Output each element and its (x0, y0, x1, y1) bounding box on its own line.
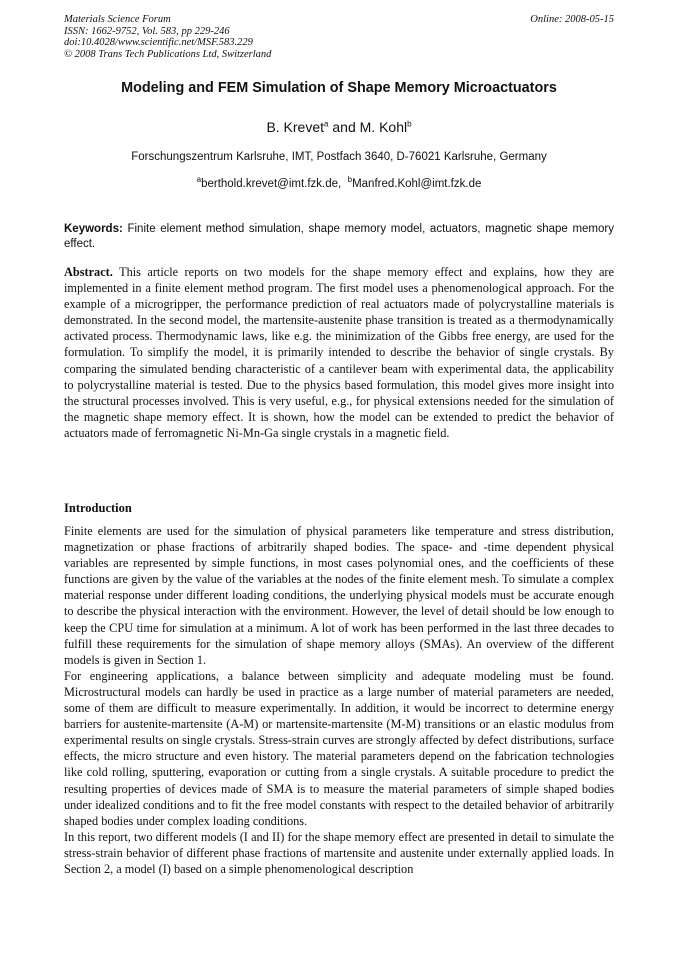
doi-line: doi:10.4028/www.scientific.net/MSF.583.229 (64, 37, 253, 49)
author-name: M. Kohl (359, 119, 408, 135)
author-name: B. Krevet (266, 119, 325, 135)
keywords-section (64, 222, 614, 251)
issn-line: ISSN: 1662-9752, Vol. 583, pp 229-246 (64, 25, 230, 37)
email-address: Manfred.Kohl@imt.fzk.de (352, 178, 482, 190)
paragraph: For engineering applications, a balance between simplicity and adequate modeling must be found. Microstructural models can hardly be used in practice as a large number of material parameters are needed, some of them are difficult to measure experimentally. In addition, it would be incorrect to determine energy barriers for austenite-martensite (A-M) or martensite-martensite (M-M) transitions or an elastic modulus from experimental results on single crystals. Stress-strain curves are strongly affected by defect distributions, surface effects, the micro structure and even history. The material parameters depend on the fabrication technologies like cold rolling, sputtering, evaporation or cutting from a single crystals. A suitable procedure to predict the resulting properties of devices made of SMA is to measure the material parameters of simple shaped bodies under idealized conditions and to fit the free model constants with respect to the detailed behavior of arbitrarily shaped bodies under complex loading conditions. (64, 668, 614, 828)
journal-name: Materials Science Forum (64, 14, 171, 25)
journal-citation-block (64, 14, 271, 60)
author-emails (64, 175, 614, 190)
author-connector: and (328, 119, 360, 135)
abstract-label: Abstract. (64, 265, 113, 279)
paragraph: In this report, two different models (I and II) for the shape memory effect are presented in detail to simulate the stress-strain behavior of different phase fractions of martensite and austenite under externally applied loads. In Section 2, a model (I) based on a simple phenomenological description (64, 829, 614, 876)
author-line (64, 119, 614, 135)
author-superscript: b (407, 119, 412, 129)
affiliation: Forschungszentrum Karlsruhe, IMT, Postfach 3640, D-76021 Karlsruhe, Germany (131, 151, 547, 163)
introduction-section (64, 523, 614, 877)
paper-title: Modeling and FEM Simulation of Shape Memory Microactuators (121, 80, 557, 96)
journal-header (64, 14, 614, 60)
keywords-label: Keywords: (64, 223, 123, 235)
online-date: Online: 2008-05-15 (530, 14, 614, 25)
abstract-section (64, 264, 614, 441)
section-heading: Introduction (64, 501, 132, 515)
keywords-text: Finite element method simulation, shape memory model, actuators, magnetic shape memory effect. (64, 223, 614, 250)
email-superscript: b (347, 175, 353, 185)
paragraph: Finite elements are used for the simulation of physical parameters like temperature and stress distribution, magnetization or phase fractions of arbitrarily shaped bodies. The space- and -time dependent physical variables are represented by simple functions, in most cases polynomial ones, and the coefficients of these functions are given by the value of the variables at the nodes of the finite element mesh. To simulate a complex material response under different loading conditions, the underlying physical models must be accurate enough to describe the physical interaction with the environment. However, the level of detail should be low enough to keep the CPU time for simulation at a minimum. A lot of work has been performed in the last three decades to fulfill these requirements for the simulation of shape memory alloys (SMAs). An overview of the different models is given in Section 1. (64, 524, 614, 667)
email-address: berthold.krevet@imt.fzk.de, (201, 178, 342, 190)
copyright-line: © 2008 Trans Tech Publications Ltd, Switzerland (64, 48, 272, 60)
email-superscript: a (196, 175, 202, 185)
author-superscript: a (324, 119, 329, 129)
abstract-text: This article reports on two models for the shape memory effect and explains, how they are implemented in a finite element method program. The first model uses a phenomenological approach. For the example of a microgripper, the performance prediction of real actuators made of polycrystalline materials is demonstrated. In the second model, the martensite-austenite phase transition is treated as a thermodynamically activated process. Thermodynamic laws, like e.g. the minimization of the Gibbs free energy, are used for the formulation. To simplify the model, it is primarily intended to describe the behavior of single crystals. By comparing the simulated bending characteristic of a cantilever beam with experimental data, the applicability to polycrystalline material is tested. Due to the physics based formulation, this model gives more insight into the structural processes involved. This is very useful, e.g., for physical extensions needed for the simulation of the magnetic shape memory effect. It is shown, how the model can be extended to predict the behavior of actuators made of ferromagnetic Ni-Mn-Ga single crystals in a magnetic field. (64, 265, 614, 440)
